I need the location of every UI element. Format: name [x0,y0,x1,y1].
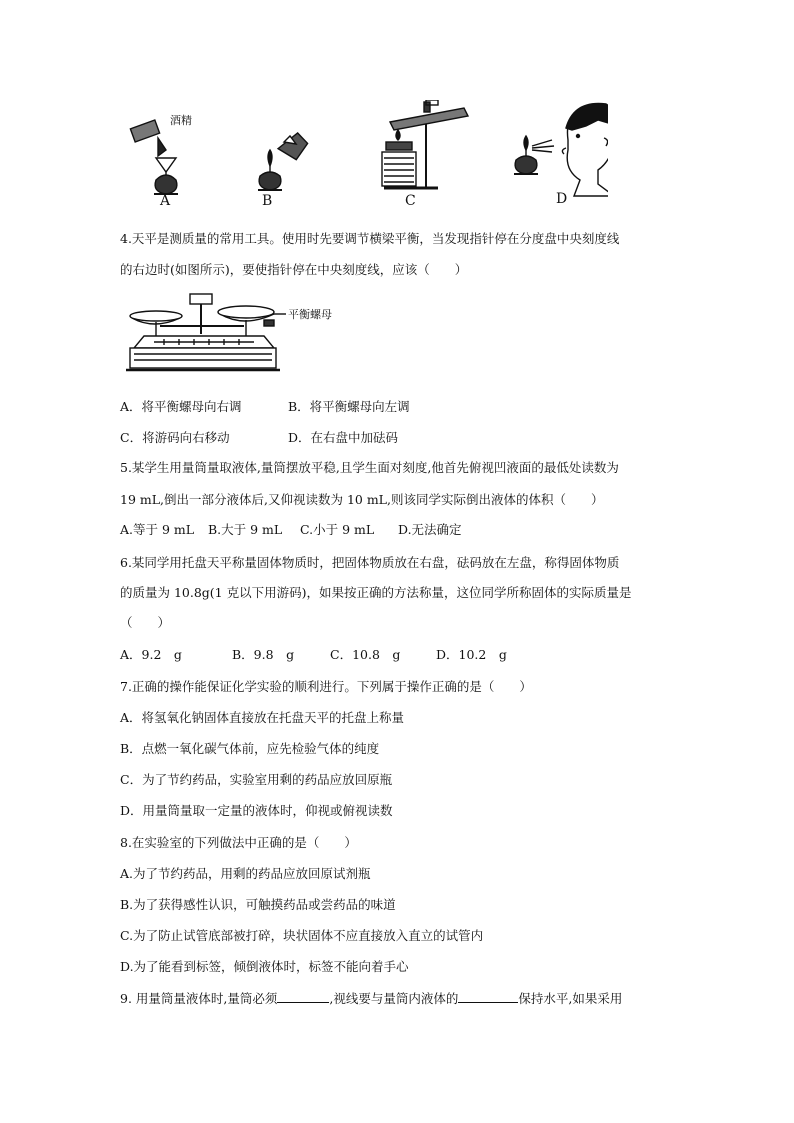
caption-a: A [160,193,171,209]
figure-b-drawing [258,132,310,190]
q8-stem: 8.在实验室的下列做法中正确的是（ ） [120,835,357,850]
q7-option-c: C．为了节约药品，实验室用剩的药品应放回原瓶 [120,772,393,787]
q9-blank-1[interactable] [277,990,329,1003]
q9-stem [120,990,622,1008]
q4-option-b: B．将平衡螺母向左调 [288,399,410,414]
q8-option-b: B.为了获得感性认识，可触摸药品或尝药品的味道 [120,897,396,912]
q5-option-a: A.等于 9 mL [120,522,195,537]
q8-option-c: C.为了防止试管底部被打碎，块状固体不应直接放入直立的试管内 [120,928,484,943]
q6-option-a: A．9.2 g [120,647,182,662]
q5-option-c: C.小于 9 mL [300,522,375,537]
figure-d-drawing [514,104,608,197]
q4-stem-line2: 的右边时(如图所示)，要使指针停在中央刻度线，应该（ ） [120,262,468,277]
q9-blank-2[interactable] [458,990,518,1003]
q5-option-d: D.无法确定 [398,522,462,537]
q6-stem-line2: 的质量为 10.8g(1 克以下用游码)，如果按正确的方法称量，这位同学所称固体的实际质量是 [120,585,632,600]
q9-part1: 9. 用量筒量液体时,量筒必须 [120,991,278,1006]
q5-option-b: B.大于 9 mL [208,522,283,537]
caption-d: D [556,191,568,207]
lab-operations-figure [128,100,608,218]
caption-c: C [405,193,416,209]
q6-stem-line3: （ ） [120,615,171,630]
alcohol-label: 酒精 [170,114,192,127]
q9-part3: 保持水平,如果采用 [518,991,623,1006]
figure-c-drawing [382,100,468,188]
q9-part2: ,视线要与量筒内液体的 [329,991,459,1006]
q6-option-c: C．10.8 g [330,647,401,662]
q7-option-a: A．将氢氧化钠固体直接放在托盘天平的托盘上称量 [120,710,405,725]
q6-option-b: B．9.8 g [232,647,295,662]
q4-option-c: C．将游码向右移动 [120,430,230,445]
balance-nut-label: 平衡螺母 [288,308,332,321]
q8-option-a: A.为了节约药品，用剩的药品应放回原试剂瓶 [120,866,371,881]
q5-stem-line1: 5.某学生用量筒量取液体,量筒摆放平稳,且学生面对刻度,他首先俯视凹液面的最低处读数为 [120,460,619,475]
q4-stem-line1: 4.天平是测质量的常用工具。使用时先要调节横梁平衡，当发现指针停在分度盘中央刻度线 [120,231,620,246]
q7-stem: 7.正确的操作能保证化学实验的顺利进行。下列属于操作正确的是（ ） [120,679,532,694]
q4-option-a: A．将平衡螺母向右调 [120,399,242,414]
balance-figure [124,288,364,380]
q5-stem-line2: 19 mL,倒出一部分液体后,又仰视读数为 10 mL,则该同学实际倒出液体的体积（ ） [120,492,604,507]
figure-a-drawing [130,120,178,194]
q6-option-d: D．10.2 g [436,647,507,662]
q7-option-b: B．点燃一氧化碳气体前，应先检验气体的纯度 [120,741,380,756]
q4-option-d: D．在右盘中加砝码 [288,430,399,445]
q7-option-d: D．用量筒量取一定量的液体时，仰视或俯视读数 [120,803,393,818]
q8-option-d: D.为了能看到标签，倾倒液体时，标签不能向着手心 [120,959,409,974]
caption-b: B [262,193,273,209]
q6-stem-line1: 6.某同学用托盘天平称量固体物质时，把固体物质放在右盘，砝码放在左盘，称得固体物质 [120,555,620,570]
